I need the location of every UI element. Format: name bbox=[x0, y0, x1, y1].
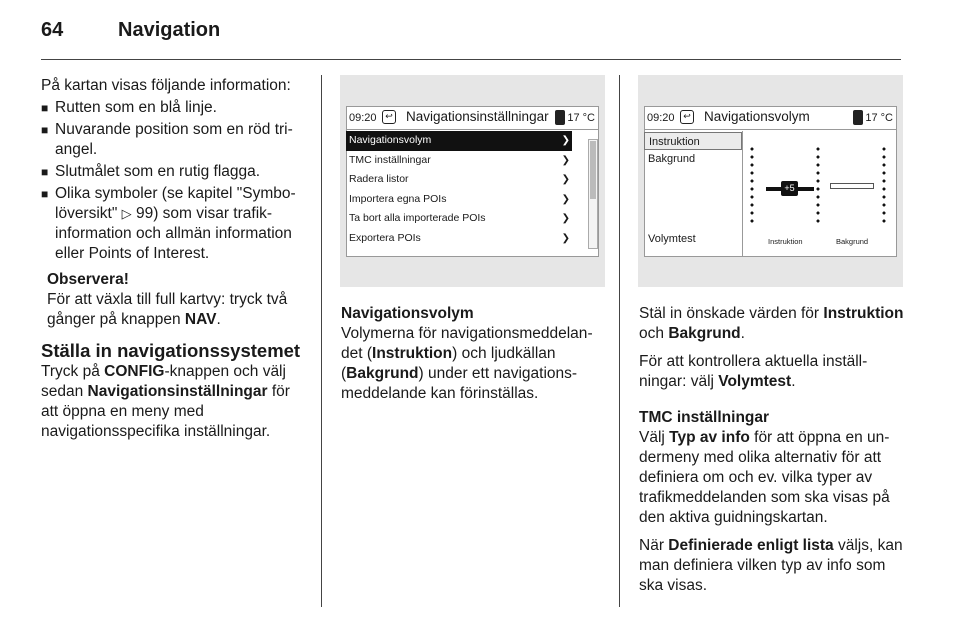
panel-divider bbox=[742, 131, 743, 256]
menu-item-exportera-pois[interactable]: Exportera POIs ❯ bbox=[346, 229, 572, 249]
term-instruktion: Instruktion bbox=[372, 345, 453, 362]
clock-time: 09:20 bbox=[647, 112, 675, 124]
volume-menu bbox=[644, 132, 742, 168]
menu-item-importera-pois[interactable]: Importera egna POIs ❯ bbox=[346, 190, 572, 210]
scrollbar[interactable] bbox=[588, 139, 598, 249]
slider-label-bakgrund: Bakgrund bbox=[836, 237, 869, 246]
scrollbar-thumb[interactable] bbox=[590, 141, 596, 199]
note-text: För att växla till full kartvy: tryck två gånger på knappen NAV. bbox=[47, 291, 288, 328]
menu-item-radera-listor[interactable]: Radera listor ❯ bbox=[346, 170, 572, 190]
paragraph: Välj Typ av info för att öppna en undermeny med olika alternativ för att definiera om och ev. vilka typer av trafikmeddelanden som ska visas på den aktiva guidningskartan. bbox=[639, 429, 890, 526]
section-heading: TMC inställningar bbox=[639, 409, 770, 426]
background-slider[interactable] bbox=[830, 183, 874, 189]
list-item: ■ Rutten som en blå linje. bbox=[41, 98, 311, 118]
menu-item-volymtest[interactable]: Volymtest bbox=[648, 233, 696, 245]
section-text: Tryck på CONFIG-knappen och välj sedan Navigationsinställningar för att öppna en meny med navigationsspecifika inställningar. bbox=[41, 363, 290, 440]
screen-status-bar bbox=[644, 106, 897, 130]
chevron-right-icon: ❯ bbox=[561, 135, 570, 146]
menu-item-instruktion[interactable]: Instruktion bbox=[644, 132, 742, 150]
scale-dots bbox=[882, 145, 886, 225]
temperature: 17 °C bbox=[865, 112, 893, 124]
note-heading: Observera! bbox=[47, 271, 129, 288]
menu-item-navigationsvolym[interactable]: Navigationsvolym ❯ bbox=[346, 131, 572, 151]
column-divider-1 bbox=[321, 75, 322, 607]
menu-item-ta-bort-pois[interactable]: Ta bort alla importerade POIs ❯ bbox=[346, 209, 572, 229]
instruction-slider-handle[interactable]: +5 bbox=[781, 181, 798, 196]
thermometer-icon bbox=[853, 110, 863, 125]
page-header bbox=[0, 0, 960, 60]
column-2 bbox=[341, 304, 606, 404]
scale-dots bbox=[816, 145, 820, 225]
page-ref-link[interactable]: 99 bbox=[135, 205, 154, 222]
section-text: Volymerna för navigationsmeddelandet (Instruktion) och ljudkällan (Bakgrund) under ett navigationsmeddelande kan förinställas. bbox=[341, 325, 593, 402]
settings-menu bbox=[346, 131, 572, 249]
screen-status-bar bbox=[346, 106, 599, 130]
slider-label-instruktion: Instruktion bbox=[768, 237, 803, 246]
chevron-right-icon: ❯ bbox=[561, 193, 570, 205]
screen-title: Navigationsvolym bbox=[704, 109, 810, 124]
list-item: ■ Nuvarande position som en röd triangel. bbox=[41, 120, 311, 160]
screen-navigation-volume bbox=[638, 75, 903, 287]
thermometer-icon bbox=[555, 110, 565, 125]
chevron-right-icon: ❯ bbox=[561, 232, 570, 244]
paragraph: För att kontrollera aktuella inställningar: välj Volymtest. bbox=[639, 353, 868, 390]
menu-name: Navigationsinställningar bbox=[87, 383, 268, 400]
page-number: 64 bbox=[41, 19, 64, 41]
menu-item-bakgrund[interactable]: Bakgrund bbox=[648, 153, 696, 165]
column-divider-2 bbox=[619, 75, 620, 607]
chevron-right-icon: ❯ bbox=[561, 213, 570, 225]
chevron-right-icon: ❯ bbox=[561, 174, 570, 186]
list-item bbox=[41, 184, 311, 264]
section-heading: Navigationsvolym bbox=[341, 305, 474, 322]
intro-text: På kartan visas följande information: bbox=[41, 77, 291, 94]
info-list bbox=[41, 98, 311, 264]
list-item: ■ Slutmålet som en rutig flagga. bbox=[41, 162, 311, 182]
config-key: CONFIG bbox=[104, 363, 165, 380]
column-3 bbox=[639, 304, 904, 596]
page-title: Navigation bbox=[118, 19, 221, 41]
scale-dots bbox=[750, 145, 754, 225]
screen-title: Navigationsinställningar bbox=[406, 109, 549, 124]
term-bakgrund: Bakgrund bbox=[346, 365, 419, 382]
back-icon: ↩ bbox=[680, 110, 694, 124]
temperature: 17 °C bbox=[567, 112, 595, 124]
chevron-right-icon: ❯ bbox=[561, 154, 570, 166]
menu-item-tmc[interactable]: TMC inställningar ❯ bbox=[346, 151, 572, 171]
header-rule bbox=[41, 59, 901, 60]
page-ref-icon: ▷ bbox=[121, 206, 132, 221]
paragraph: Stäl in önskade värden för Instruktion och Bakgrund. bbox=[639, 305, 904, 342]
screen-navigation-settings bbox=[340, 75, 605, 287]
section-heading: Ställa in navigationssystemet bbox=[41, 340, 301, 361]
list-text: ) som visar trafikinformation och allmän information eller Points of Interest. bbox=[55, 205, 292, 262]
paragraph: När Definierade enligt lista väljs, kan man definiera vilken typ av info som ska visas. bbox=[639, 537, 903, 594]
list-text: Olika symboler (se kapitel "Symbolöversikt" bbox=[55, 185, 296, 222]
column-1 bbox=[41, 76, 311, 442]
nav-key: NAV bbox=[184, 311, 217, 328]
clock-time: 09:20 bbox=[349, 112, 377, 124]
back-icon: ↩ bbox=[382, 110, 396, 124]
